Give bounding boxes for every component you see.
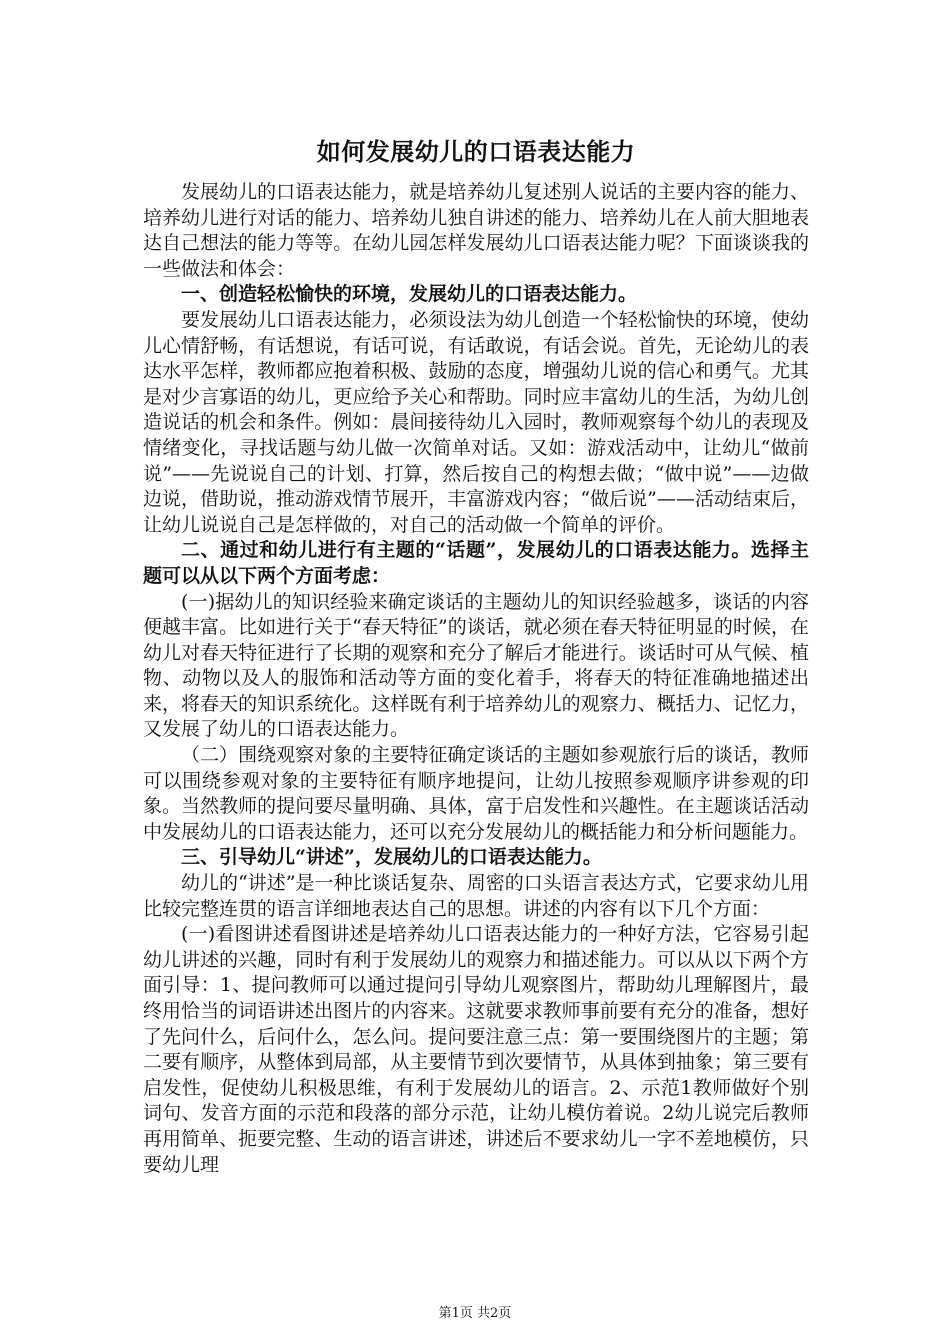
body-paragraph: 发展幼儿的口语表达能力，就是培养幼儿复述别人说话的主要内容的能力、培养幼儿进行对话的能力、培养幼儿独自讲述的能力、培养幼儿在人前大胆地表达自己想法的能力等等。在幼儿园怎样发展幼儿口语表达能力呢？下面谈谈我的一些做法和体会： — [143, 181, 809, 280]
document-body — [143, 132, 809, 1178]
section-heading: 一、创造轻松愉快的环境，发展幼儿的口语表达能力。 — [181, 283, 638, 306]
section-heading: 二、通过和幼儿进行有主题的“话题”，发展幼儿的口语表达能力。选择主题可以从以下两个方面考虑： — [143, 539, 809, 587]
body-paragraph: 幼儿的“讲述”是一种比谈话复杂、周密的口头语言表达方式，它要求幼儿用比较完整连贯的语言详细地表达自己的思想。讲述的内容有以下几个方面： — [143, 872, 809, 920]
body-paragraph: 要发展幼儿口语表达能力，必须设法为幼儿创造一个轻松愉快的环境，使幼儿心情舒畅，有话想说，有话可说，有话敢说，有话会说。首先，无论幼儿的表达水平怎样，教师都应抱着积极、鼓励的态度，增强幼儿说的信心和勇气。尤其是对少言寡语的幼儿，更应给予关心和帮助。同时应丰富幼儿的生活，为幼儿创造说话的机会和条件。例如：晨间接待幼儿入园时，教师观察每个幼儿的表现及情绪变化，寻找话题与幼儿做一次简单对话。又如：游戏活动中，让幼儿“做前说”——先说说自己的计划、打算，然后按自己的构想去做；“做中说”——边做边说，借助说，推动游戏情节展开，丰富游戏内容；“做后说”——活动结束后，让幼儿说说自己是怎样做的，对自己的活动做一个简单的评价。 — [143, 308, 809, 536]
section-heading: 三、引导幼儿“讲述”，发展幼儿的口语表达能力。 — [181, 846, 602, 869]
body-paragraph: (一)看图讲述看图讲述是培养幼儿口语表达能力的一种好方法，它容易引起幼儿讲述的兴趣，同时有利于发展幼儿的观察力和描述能力。可以从以下两个方面引导：1、提问教师可以通过提问引导幼儿观察图片，帮助幼儿理解图片，最终用恰当的词语讲述出图片的内容来。这就要求教师事前要有充分的准备，想好了先问什么，后问什么，怎么问。提问要注意三点：第一要围绕图片的主题；第二要有顺序，从整体到局部，从主要情节到次要情节，从具体到抽象；第三要有启发性，促使幼儿积极思维，有利于发展幼儿的语言。2、示范1教师做好个别词句、发音方面的示范和段落的部分示范，让幼儿模仿着说。2幼儿说完后教师再用简单、扼要完整、生动的语言讲述，讲述后不要求幼儿一字不差地模仿，只要幼儿理 — [143, 923, 809, 1176]
paragraph-list — [143, 180, 809, 1178]
body-paragraph: (一)据幼儿的知识经验来确定谈话的主题幼儿的知识经验越多，谈话的内容便越丰富。比如进行关于“春天特征”的谈话，就必须在春天特征明显的时候，在幼儿对春天特征进行了长期的观察和充分了解后才能进行。谈话时可从气候、植物、动物以及人的服饰和活动等方面的变化着手，将春天的特征准确地描述出来，将春天的知识系统化。这样既有利于培养幼儿的观察力、概括力、记忆力，又发展了幼儿的口语表达能力。 — [143, 590, 809, 741]
page-title: 如何发展幼儿的口语表达能力 — [316, 137, 636, 166]
body-paragraph: （二）围绕观察对象的主要特征确定谈话的主题如参观旅行后的谈话，教师可以围绕参观对象的主要特征有顺序地提问，让幼儿按照参观顺序讲参观的印象。当然教师的提问要尽量明确、具体，富于启发性和兴趣性。在主题谈话活动中发展幼儿的口语表达能力，还可以充分发展幼儿的概括能力和分析问题能力。 — [143, 744, 809, 843]
page-footer: 第1页 共2页 — [438, 1306, 512, 1321]
